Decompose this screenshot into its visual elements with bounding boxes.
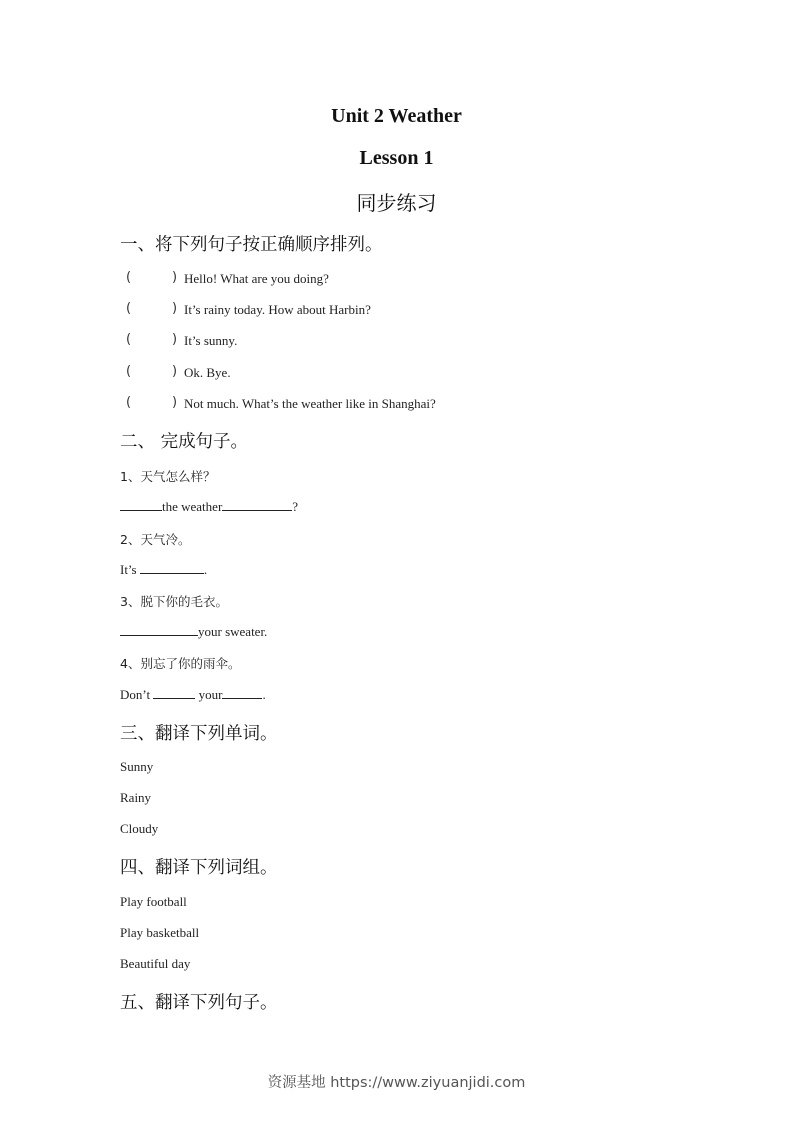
section1-heading: 一、将下列句子按正确顺序排列。: [120, 235, 383, 255]
fill-blank[interactable]: [120, 624, 198, 636]
answer-text: the weather: [162, 499, 223, 514]
answer-paren-open: (: [126, 270, 132, 285]
word-item: Cloudy: [120, 821, 159, 836]
prompt-1: 1、天气怎么样？: [120, 469, 216, 484]
prompt-3: 3、脱下你的毛衣。: [120, 594, 228, 609]
fill-blank[interactable]: [120, 499, 162, 511]
answer-text: Don’t: [120, 687, 154, 702]
answer-text: your: [195, 687, 223, 702]
sentence-text: It’s rainy today. How about Harbin?: [184, 302, 371, 317]
answer-text: .: [262, 687, 266, 702]
section5-heading: 五、翻译下列句子。: [120, 993, 278, 1013]
answer-paren-close: ): [172, 364, 178, 379]
section2-heading: 二、 完成句子。: [120, 432, 249, 452]
page-title: Unit 2 Weather: [331, 105, 462, 127]
answer-text: your sweater.: [198, 624, 268, 639]
sentence-text: It’s sunny.: [184, 333, 238, 348]
phrase-item: Beautiful day: [120, 956, 191, 971]
answer-text: It’s: [120, 562, 140, 577]
phrase-item: Play football: [120, 894, 187, 909]
answer-line-2: [120, 562, 207, 578]
fill-blank[interactable]: [222, 687, 262, 699]
answer-text: ?: [292, 499, 299, 514]
answer-line-1: [120, 499, 298, 515]
answer-text: .: [203, 562, 208, 577]
answer-paren-open: (: [126, 364, 132, 379]
answer-paren-close: ): [172, 270, 178, 285]
fill-blank[interactable]: [153, 687, 195, 699]
answer-paren-open: (: [126, 332, 132, 347]
answer-line-3: [120, 624, 267, 640]
sentence-text: Not much. What’s the weather like in Shanghai?: [184, 396, 436, 411]
section4-heading: 四、翻译下列词组。: [120, 858, 278, 878]
answer-paren-close: ): [172, 301, 178, 316]
section3-heading: 三、翻译下列单词。: [120, 724, 278, 744]
sentence-text: Ok. Bye.: [184, 365, 231, 380]
word-item: Sunny: [120, 759, 154, 774]
answer-paren-open: (: [126, 301, 132, 316]
phrase-item: Play basketball: [120, 925, 200, 940]
answer-paren-open: (: [126, 395, 132, 410]
fill-blank[interactable]: [222, 499, 292, 511]
prompt-2: 2、天气冷。: [120, 532, 191, 547]
answer-paren-close: ): [172, 332, 178, 347]
lesson-title: Lesson 1: [359, 147, 434, 169]
prompt-4: 4、别忘了你的雨伞。: [120, 656, 241, 671]
sentence-text: Hello! What are you doing?: [184, 271, 329, 286]
word-item: Rainy: [120, 790, 152, 805]
footer-watermark: 资源基地 https://www.ziyuanjidi.com: [267, 1075, 526, 1091]
answer-line-4: [120, 687, 266, 703]
fill-blank[interactable]: [140, 562, 204, 574]
page-subtitle: 同步练习: [356, 191, 437, 215]
answer-paren-close: ): [172, 395, 178, 410]
